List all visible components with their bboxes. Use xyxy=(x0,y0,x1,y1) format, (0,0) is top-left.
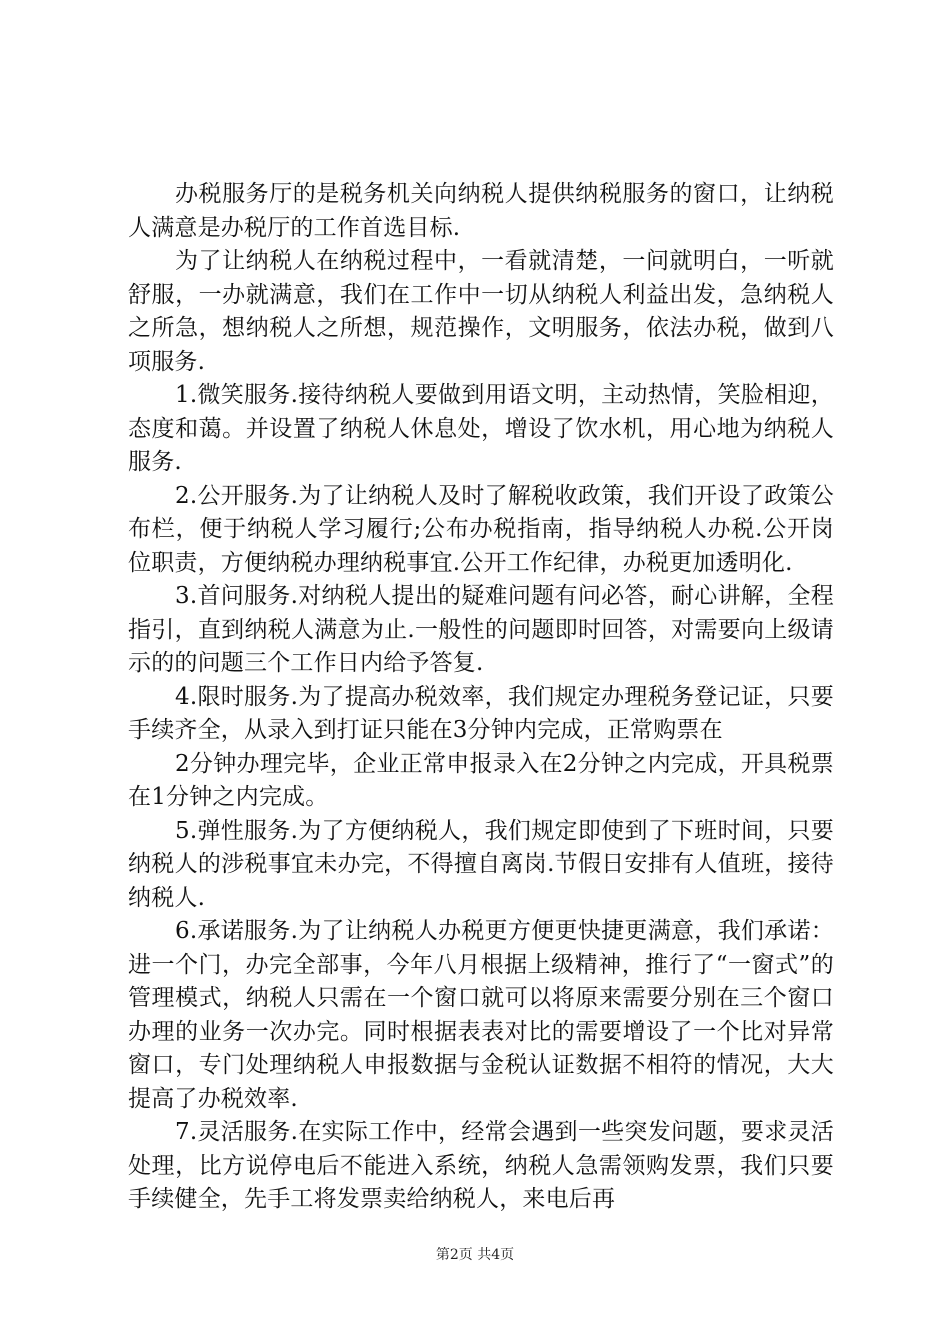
paragraph-item-5: 5.弹性服务.为了方便纳税人，我们规定即使到了下班时间，只要纳税人的涉税事宜未办完，不得擅自离岗.节假日安排有人值班，接待纳税人. xyxy=(128,817,834,911)
paragraph-item-7: 7.灵活服务.在实际工作中，经常会遇到一些突发问题，要求灵活处理，比方说停电后不能进入系统，纳税人急需领购发票，我们只要手续健全，先手工将发票卖给纳税人，来电后再 xyxy=(128,1119,834,1212)
paragraph-intro: 办税服务厅的是税务机关向纳税人提供纳税服务的窗口，让纳税人满意是办税厅的工作首选目标. xyxy=(128,181,834,241)
page-number-footer: 第2页 共4页 xyxy=(435,1247,515,1263)
paragraph-item-4: 4.限时服务.为了提高办税效率，我们规定办理税务登记证，只要手续齐全，从录入到打证只能在3分钟内完成，正常购票在 xyxy=(128,683,834,743)
paragraph-item-4-continued: 2分钟办理完毕，企业正常申报录入在2分钟之内完成，开具税票在1分钟之内完成。 xyxy=(128,750,834,810)
document-body xyxy=(128,178,834,1217)
paragraph-item-1: 1.微笑服务.接待纳税人要做到用语文明，主动热情，笑脸相迎，态度和蔼。并设置了纳税人休息处，增设了饮水机，用心地为纳税人服务. xyxy=(128,382,834,475)
paragraph-item-2: 2.公开服务.为了让纳税人及时了解税收政策，我们开设了政策公布栏，便于纳税人学习履行;公布办税指南，指导纳税人办税.公开岗位职责，方便纳税办理纳税事宜.公开工作纪律，办税更加透明化. xyxy=(128,482,834,576)
paragraph-overview: 为了让纳税人在纳税过程中，一看就清楚，一问就明白，一听就舒服，一办就满意，我们在工作中一切从纳税人利益出发，急纳税人之所急，想纳税人之所想，规范操作，文明服务，依法办税，做到八项服务. xyxy=(128,248,834,375)
paragraph-item-3: 3.首问服务.对纳税人提出的疑难问题有问必答，耐心讲解，全程指引，直到纳税人满意为止.一般性的问题即时回答，对需要向上级请示的的问题三个工作日内给予答复. xyxy=(128,583,834,676)
paragraph-item-6: 6.承诺服务.为了让纳税人办税更方便更快捷更满意，我们承诺：进一个门，办完全部事，今年八月根据上级精神，推行了“一窗式”的管理模式，纳税人只需在一个窗口就可以将原来需要分别在三个窗口办理的业务一次办完。同时根据表表对比的需要增设了一个比对异常窗口，专门处理纳税人申报数据与金税认证数据不相符的情况，大大提高了办税效率. xyxy=(128,918,834,1112)
